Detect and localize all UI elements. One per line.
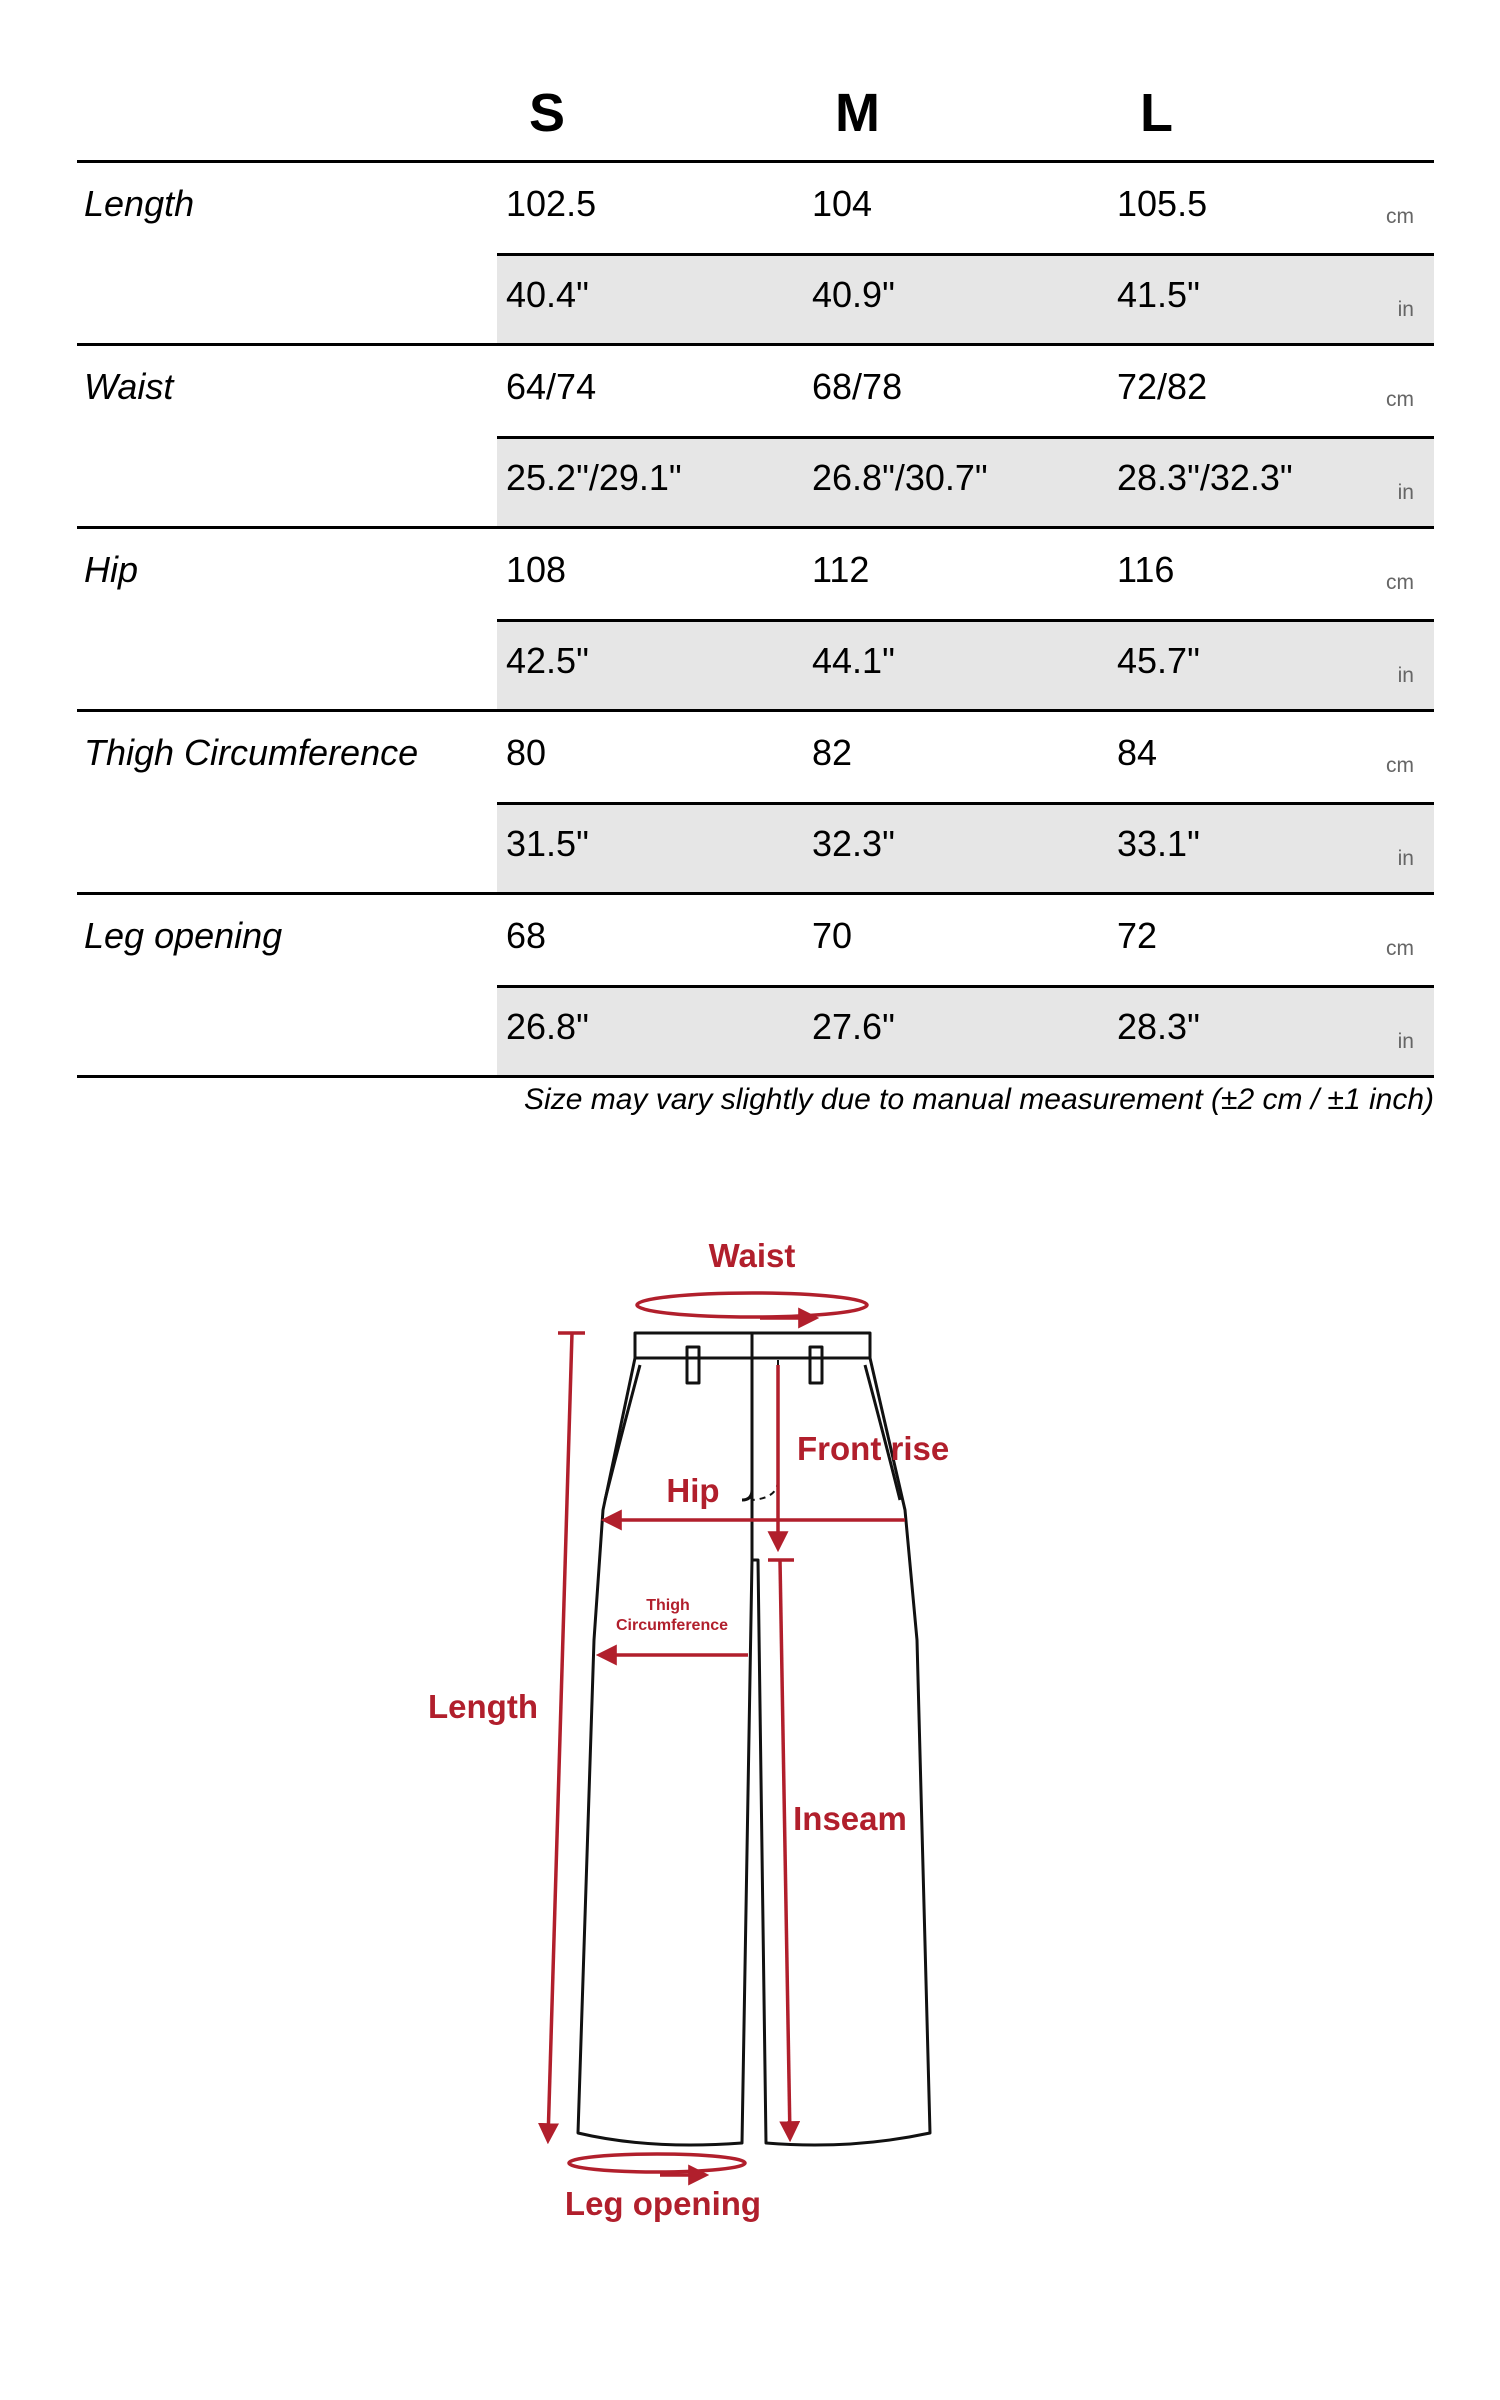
diagram-label-thigh-line2: Circumference: [615, 1617, 729, 1634]
unit-cm: cm: [1386, 388, 1414, 411]
value-cell: 105.5: [1117, 183, 1208, 224]
diagram-label-hip: Hip: [666, 1472, 720, 1509]
diagram-label-waist: Waist: [708, 1237, 796, 1274]
value-cell: 32.3": [812, 823, 895, 864]
value-cell: 42.5": [506, 640, 589, 681]
size-header-l: L: [1140, 83, 1173, 143]
unit-cm: cm: [1386, 937, 1414, 960]
measurement-note: Size may vary slightly due to manual measurement (±2 cm / ±1 inch): [524, 1083, 1434, 1116]
size-header-s: S: [529, 83, 566, 143]
unit-in: in: [1397, 847, 1414, 870]
value-cell: 41.5": [1117, 274, 1200, 315]
value-cell: 68/78: [812, 366, 903, 407]
value-cell: 68: [506, 915, 547, 956]
value-cell: 44.1": [812, 640, 895, 681]
value-cell: 26.8": [506, 1006, 589, 1047]
value-cell: 116: [1117, 549, 1175, 590]
value-cell: 45.7": [1117, 640, 1200, 681]
value-cell: 28.3": [1117, 1006, 1200, 1047]
value-cell: 112: [812, 549, 870, 590]
value-cell: 31.5": [506, 823, 589, 864]
measurement-label: Waist: [84, 366, 174, 407]
diagram-label-front-rise: Front rise: [797, 1430, 950, 1467]
value-cell: 102.5: [506, 183, 597, 224]
measurement-label: Length: [84, 183, 195, 224]
value-cell: 40.4": [506, 274, 589, 315]
measurement-arrows: [548, 1293, 905, 2175]
value-cell: 28.3"/32.3": [1117, 457, 1293, 498]
value-cell: 80: [506, 732, 547, 773]
diagram-label-length: Length: [428, 1688, 538, 1725]
unit-in: in: [1397, 1030, 1414, 1053]
value-cell: 26.8"/30.7": [812, 457, 988, 498]
unit-in: in: [1397, 298, 1414, 321]
value-cell: 104: [812, 183, 873, 224]
value-cell: 70: [812, 915, 853, 956]
measurement-label: Hip: [84, 549, 139, 590]
value-cell: 33.1": [1117, 823, 1200, 864]
measurement-label: Leg opening: [84, 915, 283, 956]
value-cell: 108: [506, 549, 567, 590]
value-cell: 64/74: [506, 366, 597, 407]
diagram-label-inseam: Inseam: [793, 1800, 907, 1837]
diagram-label-leg-opening: Leg opening: [564, 2185, 762, 2222]
diagram-label-thigh-line1: Thigh: [646, 1597, 690, 1614]
unit-cm: cm: [1386, 205, 1414, 228]
value-cell: 25.2"/29.1": [506, 457, 682, 498]
value-cell: 40.9": [812, 274, 895, 315]
unit-in: in: [1397, 664, 1414, 687]
unit-cm: cm: [1386, 754, 1414, 777]
unit-cm: cm: [1386, 571, 1414, 594]
value-cell: 72/82: [1117, 366, 1208, 407]
measurement-label: Thigh Circumference: [84, 732, 419, 773]
unit-in: in: [1397, 481, 1414, 504]
value-cell: 72: [1117, 915, 1158, 956]
value-cell: 82: [812, 732, 853, 773]
value-cell: 27.6": [812, 1006, 895, 1047]
value-cell: 84: [1117, 732, 1158, 773]
size-header-m: M: [835, 83, 880, 143]
